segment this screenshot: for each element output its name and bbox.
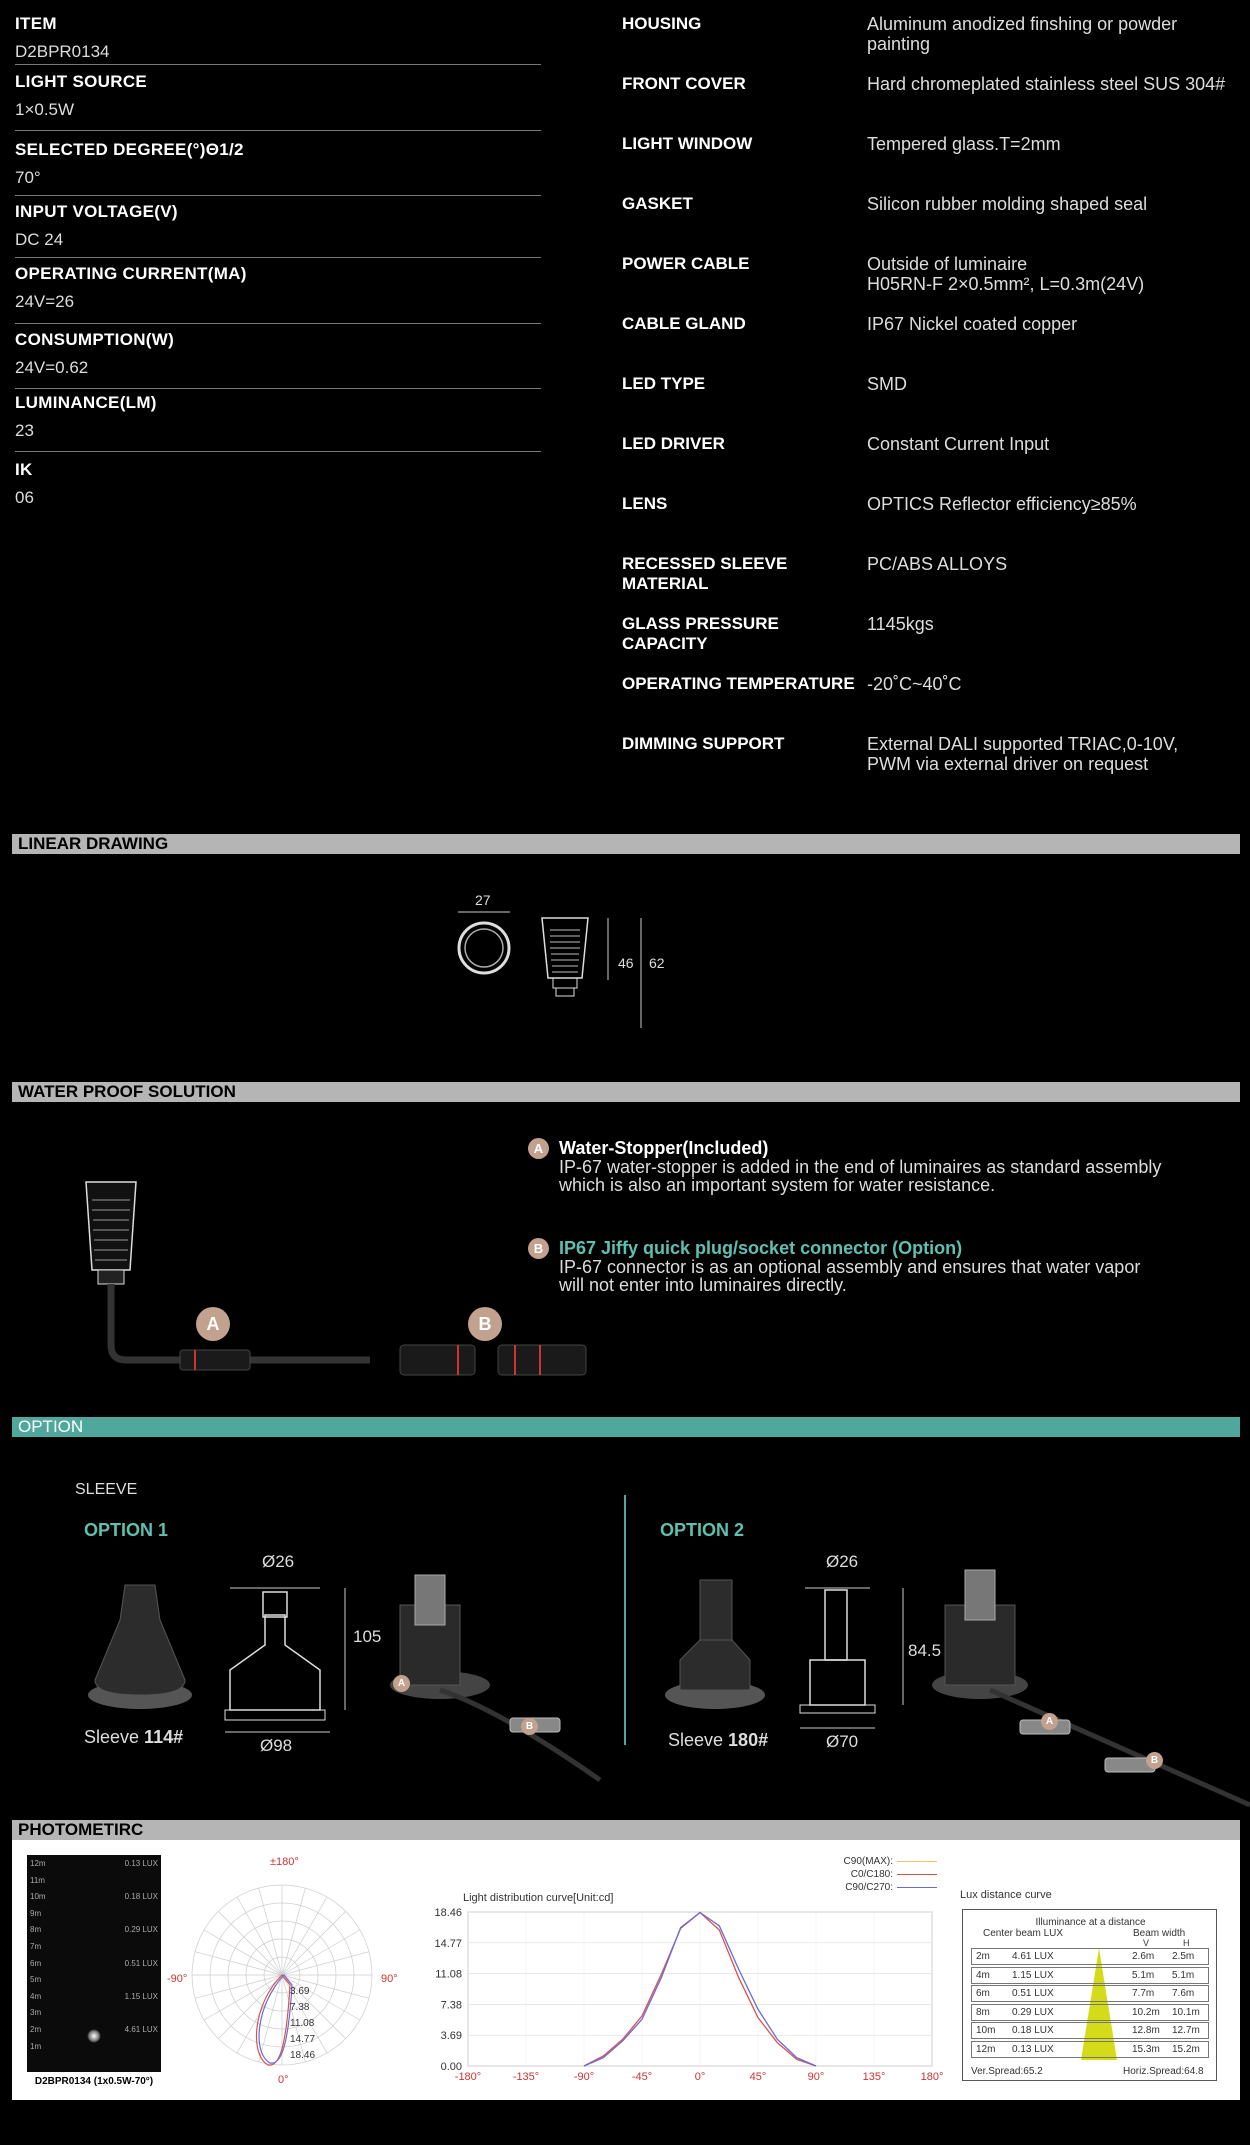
x-tick-label: 180° <box>920 2071 944 2083</box>
section-option: OPTION <box>12 1417 1240 1437</box>
lux-value: 0.13 LUX <box>124 1859 158 1868</box>
spec-label: ITEM <box>15 14 57 33</box>
cell-distance: 8m <box>976 2006 990 2018</box>
option1-height-dim: 105 <box>353 1627 382 1646</box>
badge-a: A <box>528 1138 549 1159</box>
spec-value: 70° <box>15 168 41 187</box>
section-water-proof: WATER PROOF SOLUTION <box>12 1082 1240 1102</box>
polar-top-label: ±180° <box>270 1856 299 1868</box>
section-photometric: PHOTOMETIRC <box>12 1820 1240 1840</box>
table-row <box>971 2041 1209 2058</box>
hor-spread: Horiz.Spread:64.8 <box>1123 2066 1204 2077</box>
spec-value: 06 <box>15 488 34 507</box>
y-tick-label: 18.46 <box>434 1907 462 1919</box>
option1-sleeve-caption: Sleeve 114# <box>84 1727 184 1747</box>
spec-label: GASKET <box>622 194 693 213</box>
lux-distance: 3m <box>30 2008 42 2018</box>
lux-distance-table <box>962 1909 1217 2081</box>
polar-spoke <box>282 1888 305 1975</box>
option2-sleeve-caption: Sleeve 180# <box>668 1730 769 1750</box>
legend-c0: C0/C180: <box>822 1868 937 1881</box>
polar-ring-label: 7.38 <box>290 2002 310 2013</box>
spec-label: HOUSING <box>622 14 702 33</box>
polar-right-label: 90° <box>381 1973 398 1985</box>
connector-line1: IP-67 connector is as an optional assembly and ensures that water vapor <box>559 1257 1141 1277</box>
cell-v: 15.3m <box>1132 2043 1160 2055</box>
lux-row <box>27 1876 161 1890</box>
lux-distance: 2m <box>30 2025 42 2034</box>
cell-lux: 0.13 LUX <box>1012 2043 1054 2055</box>
x-tick-label: 0° <box>694 2071 706 2083</box>
cell-v: 2.6m <box>1132 1951 1155 1962</box>
spec-label: OPERATING TEMPERATURE <box>622 674 855 693</box>
spec-value: Hard chromeplated stainless steel SUS 304# <box>867 74 1226 94</box>
water-stopper-title: Water-Stopper(Included) <box>559 1138 769 1158</box>
lux-row <box>27 1975 161 1989</box>
option1-badge-b: B <box>521 1718 538 1735</box>
spec-label: IK <box>15 460 33 479</box>
spec-left-item <box>15 202 541 250</box>
polar-spoke <box>218 1911 282 1975</box>
spec-left-item <box>15 393 541 441</box>
x-tick-label: -180° <box>454 2071 482 2083</box>
dim-total: 62 <box>649 955 665 971</box>
lux-caption: D2BPR0134 (1x0.5W-70°) <box>27 2072 161 2092</box>
spec-label: LIGHT WINDOW <box>622 134 753 153</box>
polar-ring-label: 11.08 <box>290 2018 315 2029</box>
lux-distance: 1m <box>30 2041 42 2051</box>
spec-value: OPTICS Reflector efficiency≥85% <box>867 494 1137 514</box>
polar-spoke <box>195 1952 282 1975</box>
x-tick-label: 135° <box>862 2071 886 2083</box>
spec-label: CABLE GLAND <box>622 314 746 333</box>
light-distribution-chart <box>420 1900 944 2090</box>
spec-label: LUMINANCE(LM) <box>15 393 157 412</box>
cell-distance: 10m <box>976 2025 996 2036</box>
polar-spoke <box>195 1975 282 1998</box>
spec-label: POWER CABLE <box>622 254 750 273</box>
table-row <box>971 1948 1209 1965</box>
spec-value: IP67 Nickel coated copper <box>867 314 1078 334</box>
lux-value: 1.15 LUX <box>124 1991 158 2001</box>
spec-value: External DALI supported TRIAC,0-10V, PWM via external driver on request <box>867 734 1179 774</box>
lux-row <box>27 2008 161 2022</box>
lux-row <box>27 1892 161 1906</box>
table-row <box>971 2004 1209 2021</box>
lux-value: 4.61 LUX <box>124 2025 158 2034</box>
curve-legend <box>822 1855 937 1894</box>
ver-spread: Ver.Spread:65.2 <box>971 2066 1043 2077</box>
option1-illustration <box>80 1560 620 1785</box>
cell-h: 2.5m <box>1172 1951 1195 1962</box>
spec-value: SMD <box>867 374 907 394</box>
lux-row <box>27 1909 161 1923</box>
polar-ring-label: 18.46 <box>290 2050 316 2061</box>
cell-distance: 12m <box>976 2043 996 2055</box>
spec-label: GLASS PRESSURE CAPACITY <box>622 614 779 653</box>
cell-h: 12.7m <box>1172 2025 1200 2036</box>
polar-diagram <box>192 1855 397 2080</box>
spec-value: 24V=26 <box>15 292 75 311</box>
table-header-v: V <box>1143 1938 1150 1948</box>
spec-value: DC 24 <box>15 230 64 249</box>
badge-b-illustration: B <box>468 1307 502 1341</box>
option2-bottom-dim: Ø70 <box>826 1732 859 1751</box>
lux-row <box>27 1859 161 1873</box>
spec-value: 23 <box>15 421 34 440</box>
cell-h: 5.1m <box>1172 1969 1195 1981</box>
x-tick-label: -45° <box>631 2071 653 2083</box>
spec-label: LENS <box>622 494 668 513</box>
spec-label: LIGHT SOURCE <box>15 72 148 91</box>
spec-left-item <box>15 140 541 188</box>
section-linear-drawing: LINEAR DRAWING <box>12 834 1240 854</box>
cell-lux: 0.51 LUX <box>1012 1988 1054 1999</box>
cell-lux: 0.18 LUX <box>1012 2025 1054 2036</box>
spec-divider <box>15 451 541 452</box>
spec-value: 1×0.5W <box>15 100 75 119</box>
lux-illustration <box>27 1855 161 2092</box>
polar-spoke <box>282 1975 360 2020</box>
light-spot-icon <box>87 2029 101 2043</box>
lux-distance: 11m <box>30 1875 45 1885</box>
spec-label: DIMMING SUPPORT <box>622 734 785 753</box>
lux-distance: 12m <box>30 1859 46 1868</box>
cell-lux: 4.61 LUX <box>1012 1951 1054 1962</box>
polar-bottom-label: 0° <box>278 2074 289 2086</box>
polar-spoke <box>259 1975 282 2062</box>
cell-h: 10.1m <box>1172 2006 1200 2018</box>
spec-divider <box>15 323 541 324</box>
option1-title: OPTION 1 <box>84 1520 169 1540</box>
polar-spoke <box>282 1930 360 1975</box>
option2-title: OPTION 2 <box>660 1520 745 1540</box>
lux-value: 0.29 LUX <box>124 1925 158 1935</box>
polar-ring-label: 14.77 <box>290 2034 316 2045</box>
x-tick-label: 90° <box>807 2071 825 2083</box>
cell-h: 7.6m <box>1172 1988 1195 1999</box>
spec-label: CONSUMPTION(W) <box>15 330 175 349</box>
spec-value: Aluminum anodized finshing or powder painting <box>867 14 1178 54</box>
lux-distance: 7m <box>30 1942 42 1951</box>
spec-value: D2BPR0134 <box>15 42 110 61</box>
spec-label: SELECTED DEGREE(°)Θ1/2 <box>15 140 244 159</box>
cell-lux: 0.29 LUX <box>1012 2006 1054 2018</box>
spec-label: OPERATING CURRENT(MA) <box>15 264 247 283</box>
water-stopper-line2: which is also an important system for water resistance. <box>559 1175 996 1195</box>
spec-left-item <box>15 14 541 62</box>
lux-distance: 10m <box>30 1892 46 1902</box>
y-tick-label: 0.00 <box>440 2061 462 2073</box>
table-header-width: Beam width <box>1133 1928 1186 1939</box>
polar-spoke <box>204 1975 282 2020</box>
legend-c90-270: C90/C270: <box>822 1881 937 1894</box>
option2-height-dim: 84.5 <box>908 1641 942 1660</box>
spec-divider <box>15 257 541 258</box>
y-tick-label: 14.77 <box>434 1937 462 1950</box>
waterproof-illustration <box>70 1170 630 1390</box>
polar-left-label: -90° <box>167 1973 188 1985</box>
polar-spoke <box>204 1930 282 1975</box>
option1-badge-a: A <box>393 1675 410 1692</box>
polar-spoke <box>282 1952 369 1975</box>
spec-left-item <box>15 330 541 378</box>
option2-badge-a: A <box>1041 1713 1058 1730</box>
lux-row <box>27 1942 161 1956</box>
connector-title: IP67 Jiffy quick plug/socket connector (Option) <box>559 1238 963 1258</box>
table-title: Illuminance at a distance <box>1035 1917 1146 1928</box>
cell-distance: 4m <box>976 1969 990 1981</box>
spec-left-item <box>15 72 541 120</box>
spec-divider <box>15 130 541 131</box>
y-tick-label: 3.69 <box>440 2030 462 2043</box>
option1-bottom-dim: Ø98 <box>260 1736 293 1755</box>
lux-row <box>27 2042 161 2056</box>
table-row <box>971 1967 1209 1984</box>
x-tick-label: -135° <box>512 2071 540 2083</box>
spec-value: 1145kgs <box>867 614 934 634</box>
lux-curve-title: Lux distance curve <box>960 1889 1052 1901</box>
lux-value: 0.18 LUX <box>124 1892 158 1902</box>
cell-v: 7.7m <box>1132 1988 1155 1999</box>
cell-distance: 6m <box>976 1988 990 1999</box>
x-tick-label: -90° <box>573 2071 595 2083</box>
option2-badge-b: B <box>1146 1752 1163 1769</box>
spec-label: RECESSED SLEEVE MATERIAL <box>622 554 788 593</box>
lux-distance: 5m <box>30 1975 42 1985</box>
spec-divider <box>15 64 541 65</box>
dim-body: 46 <box>618 955 634 971</box>
option-divider <box>624 1495 626 1745</box>
x-tick-label: 45° <box>749 2071 767 2083</box>
cell-v: 5.1m <box>1132 1969 1155 1981</box>
cell-lux: 1.15 LUX <box>1012 1969 1054 1981</box>
cell-h: 15.2m <box>1172 2043 1200 2055</box>
spec-value: Outside of luminaire H05RN-F 2×0.5mm², L=0.3m(24V) <box>867 254 1145 294</box>
spec-value: PC/ABS ALLOYS <box>867 554 1008 574</box>
option1-top-dim: Ø26 <box>262 1552 295 1571</box>
lux-distance: 4m <box>30 1991 42 2001</box>
cell-distance: 2m <box>976 1951 990 1962</box>
spec-value: Silicon rubber molding shaped seal <box>867 194 1148 214</box>
spec-label: FRONT COVER <box>622 74 746 93</box>
spec-left-item <box>15 264 541 312</box>
spec-label: LED DRIVER <box>622 434 725 453</box>
legend-c90: C90(MAX): <box>822 1855 937 1868</box>
sleeve-label: SLEEVE <box>75 1481 138 1498</box>
badge-a-illustration: A <box>196 1307 230 1341</box>
polar-spoke <box>282 1897 327 1975</box>
spec-value: 24V=0.62 <box>15 358 89 377</box>
table-row <box>971 2022 1209 2039</box>
lux-row <box>27 1992 161 2006</box>
lux-distance: 9m <box>30 1908 42 1918</box>
polar-spoke <box>259 1888 282 1975</box>
water-stopper-line1: IP-67 water-stopper is added in the end of luminaires as standard assembly <box>559 1157 1162 1177</box>
table-header-lux: Center beam LUX <box>983 1928 1064 1939</box>
spec-left-item <box>15 460 541 508</box>
spec-value: Constant Current Input <box>867 434 1050 454</box>
polar-spoke <box>218 1975 282 2039</box>
polar-ring-label: 3.69 <box>290 1986 310 1997</box>
table-row <box>971 1985 1209 2002</box>
y-tick-label: 11.08 <box>435 1968 462 1981</box>
curve-title: Light distribution curve[Unit:cd] <box>463 1892 614 1904</box>
lux-distance: 6m <box>30 1958 42 1968</box>
spec-divider <box>15 388 541 389</box>
cell-v: 12.8m <box>1132 2025 1160 2036</box>
lux-value: 0.51 LUX <box>124 1958 158 1968</box>
polar-spoke <box>282 1911 346 1975</box>
dim-width: 27 <box>475 892 491 908</box>
lux-distance: 8m <box>30 1925 42 1935</box>
lux-row <box>27 1959 161 1973</box>
table-header-h: H <box>1183 1938 1190 1948</box>
polar-spoke <box>237 1897 282 1975</box>
spec-divider <box>15 195 541 196</box>
lux-row <box>27 1925 161 1939</box>
spec-value: -20˚C~40˚C <box>867 674 962 694</box>
option2-top-dim: Ø26 <box>826 1552 859 1571</box>
spec-label: LED TYPE <box>622 374 706 393</box>
spec-label: INPUT VOLTAGE(V) <box>15 202 178 221</box>
y-tick-label: 7.38 <box>440 1999 462 2012</box>
connector-line2: will not enter into luminaires directly. <box>559 1275 847 1295</box>
spec-value: Tempered glass.T=2mm <box>867 134 1061 154</box>
badge-b: B <box>528 1238 549 1259</box>
cell-v: 10.2m <box>1132 2006 1160 2018</box>
